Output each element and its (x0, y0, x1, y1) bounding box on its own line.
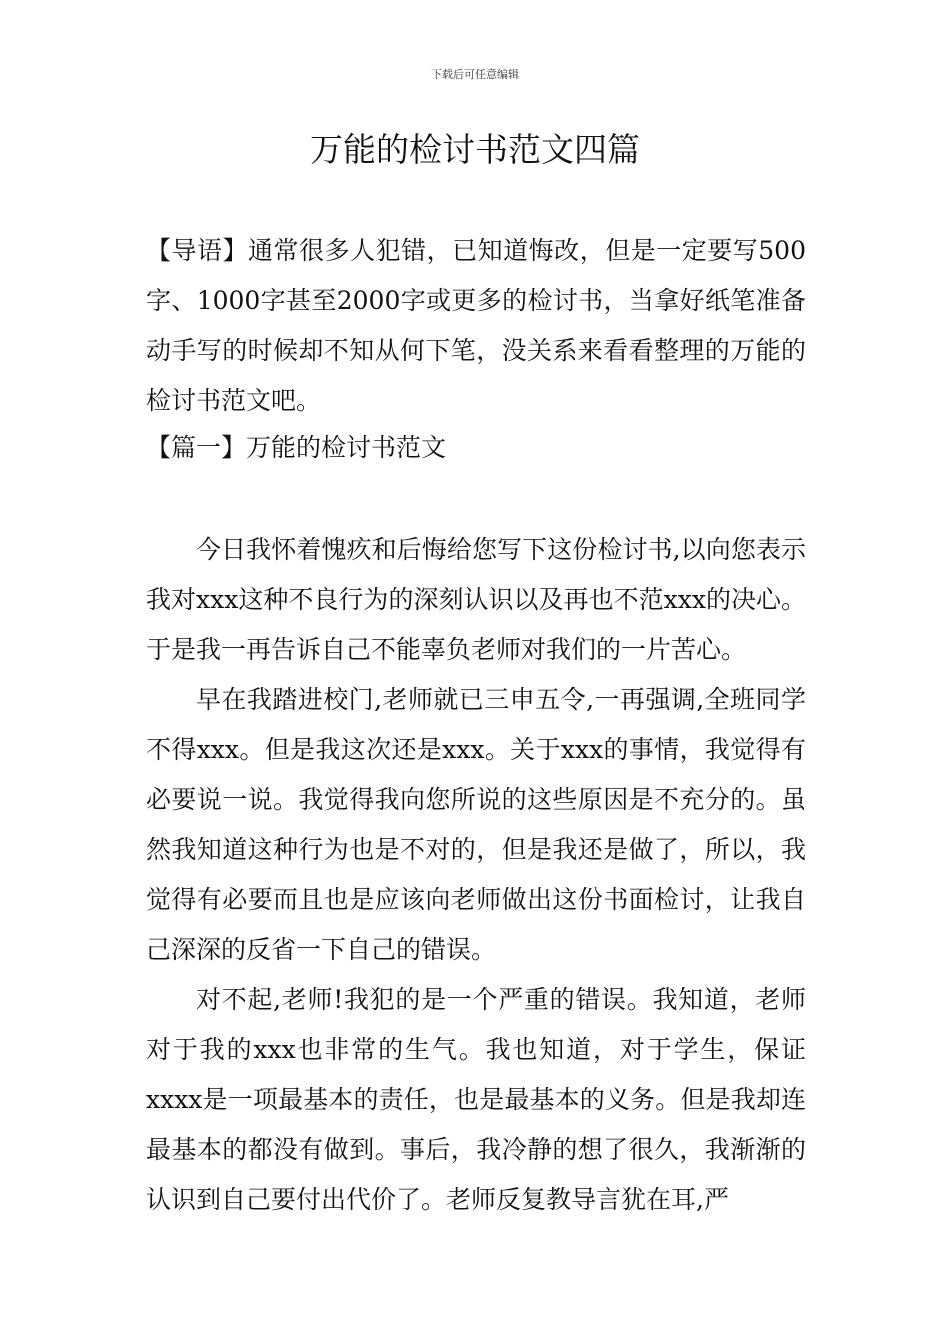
intro-paragraph: 【导语】通常很多人犯错，已知道悔改，但是一定要写500字、1000字甚至2000字或更多的检讨书，当拿好纸笔准备动手写的时候却不知从何下笔，没关系来看看整理的万能的检讨书范文吧。 (146, 236, 806, 415)
document-title: 万能的检讨书范文四篇 (310, 130, 640, 169)
body-paragraph-3: 对不起,老师!我犯的是一个严重的错误。我知道，老师对于我的xxx也非常的生气。我也知道，对于学生，保证xxxx是一项最基本的责任，也是最基本的义务。但是我却连最基本的都没有做到。事后，我冷静的想了很久，我渐渐的认识到自己要付出代价了。老师反复教导言犹在耳,严 (146, 985, 806, 1214)
body-paragraph-2: 早在我踏进校门,老师就已三申五令,一再强调,全班同学不得xxx。但是我这次还是xxx。关于xxx的事情，我觉得有必要说一说。我觉得我向您所说的这些原因是不充分的。虽然我知道这种行为也是不对的，但是我还是做了，所以，我觉得有必要而且也是应该向老师做出这份书面检讨，让我自己深深的反省一下自己的错误。 (146, 685, 806, 964)
body-text (146, 525, 806, 1225)
body-paragraph-1: 今日我怀着愧疚和后悔给您写下这份检讨书,以向您表示我对xxx这种不良行为的深刻认识以及再也不范xxx的决心。于是我一再告诉自己不能辜负老师对我们的一片苦心。 (146, 535, 806, 664)
section-heading: 【篇一】万能的检讨书范文 (146, 433, 447, 462)
header-note: 下载后可任意编辑 (431, 68, 519, 81)
